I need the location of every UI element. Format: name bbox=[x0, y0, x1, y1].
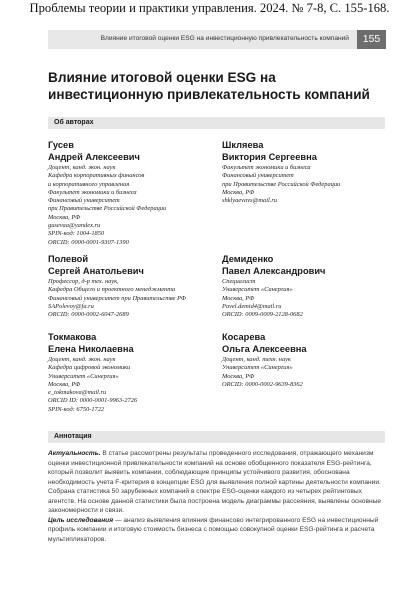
author-detail-line: Москва, РФ bbox=[48, 213, 81, 221]
goal-label: Цель исследования bbox=[48, 516, 114, 524]
author-detail-line: Москва, РФ bbox=[48, 380, 81, 388]
author-surname: Шкляева bbox=[222, 140, 264, 150]
author-detail-line: Москва, РФ bbox=[222, 372, 255, 380]
goal-text: — анализ выявления влияния финансово интегрированного ESG на инвестиционный профиль компании и итоговую стоимость бизнеса с помощью совокупной оценки ESG-рейтинга и расчета мультипликаторов. bbox=[48, 516, 379, 543]
author-detail-line: Доцент, канд. экон. наук bbox=[48, 164, 116, 171]
author-given-name: Виктория Сергеевна bbox=[222, 151, 317, 162]
author-detail-line: Pavel.demid4@mail.ru bbox=[222, 302, 282, 310]
author-given-name: Сергей Анатольевич bbox=[48, 265, 144, 276]
abstract-body bbox=[48, 449, 385, 544]
author-detail-line: SPIN-код: 6750-1722 bbox=[48, 405, 105, 413]
annotation-header bbox=[48, 431, 385, 443]
author-given-name: Андрей Алексеевич bbox=[48, 151, 140, 162]
author-detail-line: ORCID: 0000-0001-9307-1390 bbox=[48, 238, 129, 246]
author-detail-line: Кафедра цифровой экономики bbox=[48, 364, 131, 372]
relevance-text: В статье рассмотрены результаты проведенного исследования, отражающего механизм оценки инвестиционной привлекательности компаний на основе обобщенного показателя ESG-рейтинга, который позволит выявить компании, соблюдающие принципы устойчивого развития, обоснована необходимость учета F-критерия в концепции ESG для выявления полной картины деятельности компании. Собрана статистика 50 зарубежных компаний в спектре ESG-оценки каждого из четырех рейтинговых агентств. На основе данной статистики была построена модель диаграммы рассеяния, выявлены основные закономерности и связи. bbox=[48, 450, 382, 515]
author-details bbox=[48, 356, 213, 414]
author-detail-line: при Правительстве Российской Федерации bbox=[48, 205, 167, 213]
title-line-2: инвестиционную привлекательность компаний bbox=[48, 87, 370, 102]
author-detail-line: ORCID: 0000-0002-6047-2689 bbox=[48, 311, 129, 319]
article-title bbox=[48, 69, 393, 103]
author-detail-line: Профессор, д-р тех. наук, bbox=[48, 278, 119, 285]
author-detail-line: e_tokmakova@mail.ru bbox=[48, 389, 107, 397]
goal-paragraph bbox=[48, 516, 385, 545]
author-given-name: Павел Александрович bbox=[222, 265, 326, 276]
author-given-name: Ольга Алексеевна bbox=[222, 343, 307, 354]
author-detail-line: ORCID: 0009-0009-2128-0682 bbox=[222, 311, 303, 319]
author-detail-line: Доцент, канд. техн. наук bbox=[222, 356, 291, 363]
author-detail-line: Факультет экономики и бизнеса bbox=[48, 188, 137, 196]
author-surname: Косарева bbox=[222, 332, 266, 342]
author-detail-line: Университет «Синергия» bbox=[48, 372, 119, 380]
author-detail-line: Москва, РФ bbox=[222, 294, 255, 302]
author-surname: Демиденко bbox=[222, 254, 274, 264]
journal-citation: Проблемы теории и практики управления. 2024. № 7-8, С. 155-168. bbox=[29, 1, 390, 15]
about-authors-label: Об авторах bbox=[54, 118, 94, 126]
author-detail-line: при Правительстве Российской Федерации bbox=[222, 180, 341, 188]
author-card bbox=[222, 332, 387, 389]
author-card bbox=[222, 254, 387, 319]
author-detail-line: Кафедра Общего и проектного менеджмента bbox=[48, 286, 176, 294]
author-detail-line: Москва, РФ bbox=[222, 188, 255, 196]
author-details bbox=[222, 164, 387, 205]
author-detail-line: ORCID: 0000-0002-9639-8362 bbox=[222, 380, 303, 388]
author-detail-line: Специалист bbox=[222, 278, 256, 285]
author-surname: Полевой bbox=[48, 254, 89, 264]
author-surname: Токмакова bbox=[48, 332, 97, 342]
author-details bbox=[222, 356, 387, 389]
author-detail-line: Университет «Синергия» bbox=[222, 286, 293, 294]
author-given-name: Елена Николаевна bbox=[48, 343, 134, 354]
author-card bbox=[48, 140, 213, 247]
author-detail-line: SAPolevoy@fa.ru bbox=[48, 302, 94, 310]
author-detail-line: Университет «Синергия» bbox=[222, 364, 293, 372]
author-detail-line: gusevaa@yandex.ru bbox=[48, 222, 101, 230]
author-card bbox=[48, 332, 213, 414]
author-detail-line: Финансовый университет при Правительстве РФ bbox=[48, 294, 186, 302]
title-line-1: Влияние итоговой оценки ESG на bbox=[48, 70, 276, 85]
relevance-label: Актуальность. bbox=[48, 450, 101, 457]
author-detail-line: Кафедра корпоративных финансов bbox=[48, 172, 145, 180]
author-detail-line: shklyaevavs@mail.ru bbox=[222, 197, 278, 205]
author-details bbox=[48, 278, 213, 319]
author-card bbox=[222, 140, 387, 205]
about-authors-header bbox=[48, 117, 385, 129]
page-number: 155 bbox=[357, 30, 386, 49]
author-detail-line: Финансовый университет bbox=[48, 197, 120, 205]
author-surname: Гусев bbox=[48, 140, 74, 150]
running-head bbox=[48, 30, 357, 49]
author-card bbox=[48, 254, 213, 319]
author-detail-line: SPIN-код: 1004-1850 bbox=[48, 230, 105, 238]
author-detail-line: Финансовый университет bbox=[222, 172, 294, 180]
author-details bbox=[222, 278, 387, 319]
author-detail-line: и корпоративного управления bbox=[48, 180, 130, 188]
author-detail-line: Доцент, канд. экон. наук bbox=[48, 356, 116, 363]
author-detail-line: Факультет экономики и бизнеса bbox=[222, 164, 311, 171]
author-details bbox=[48, 164, 213, 247]
running-head-text: Влияние итоговой оценки ESG на инвестиционную привлекательность компаний bbox=[100, 35, 349, 42]
author-detail-line: ORCID ID: 0000-0001-9963-2726 bbox=[48, 397, 138, 405]
annotation-label: Аннотация bbox=[54, 432, 92, 440]
relevance-paragraph bbox=[48, 449, 385, 516]
